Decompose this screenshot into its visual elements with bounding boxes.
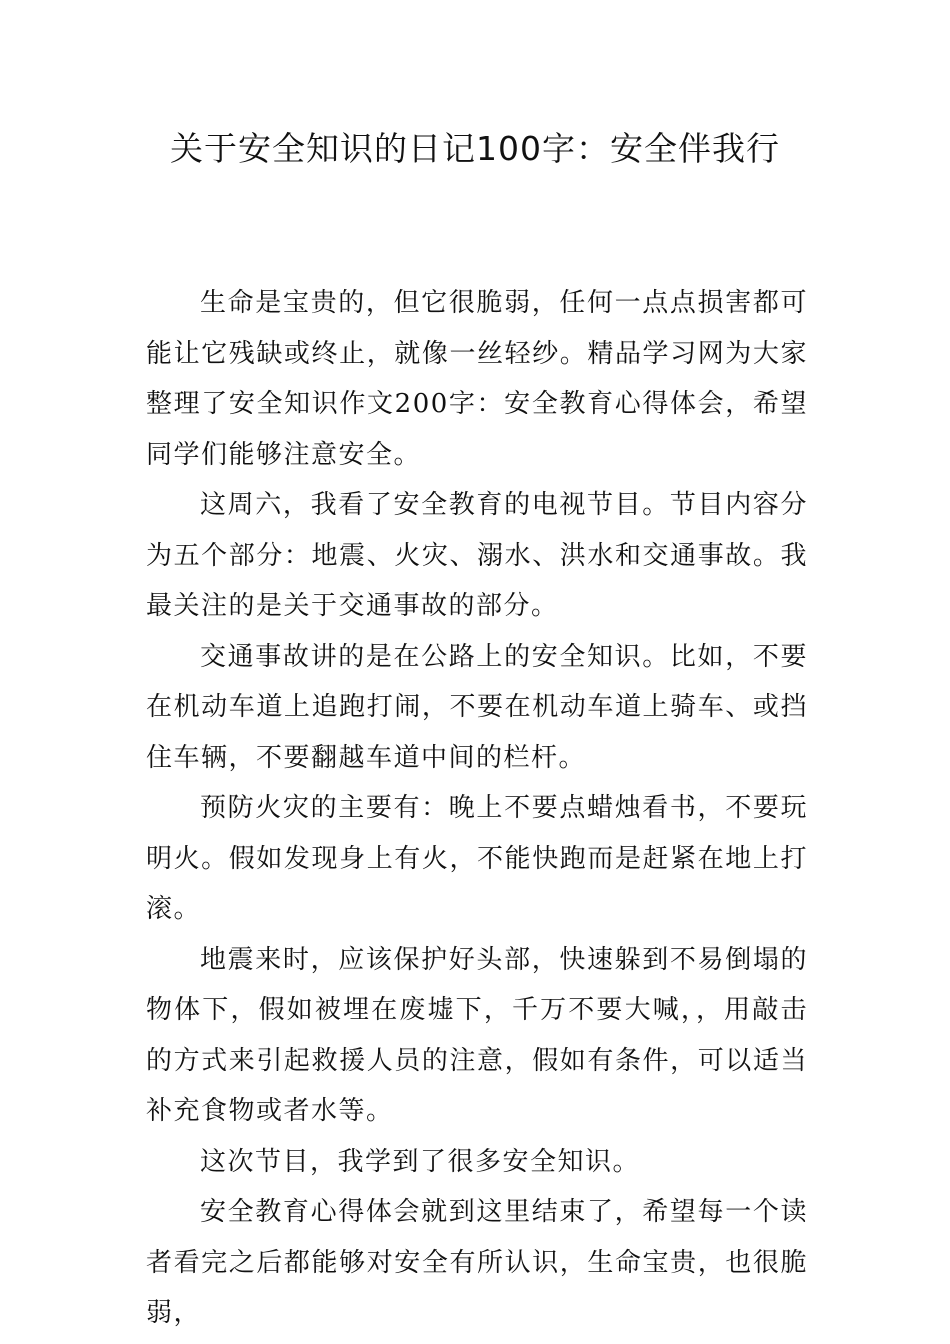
paragraph-5: 地震来时，应该保护好头部，快速躲到不易倒塌的物体下，假如被埋在废墟下，千万不要大喊，，用敲击的方式来引起救援人员的注意，假如有条件，可以适当补充食物或者水等。: [146, 944, 808, 1126]
document-title: 关于安全知识的日记100字：安全伴我行: [170, 129, 780, 168]
paragraph-1: 生命是宝贵的，但它很脆弱，任何一点点损害都可能让它残缺或终止，就像一丝轻纱。精品学习网为大家整理了安全知识作文200字：安全教育心得体会，希望同学们能够注意安全。: [146, 288, 808, 470]
paragraph-3: 交通事故讲的是在公路上的安全知识。比如，不要在机动车道上追跑打闹，不要在机动车道上骑车、或挡住车辆，不要翻越车道中间的栏杆。: [146, 641, 808, 773]
paragraph-4: 预防火灾的主要有：晚上不要点蜡烛看书，不要玩明火。假如发现身上有火，不能快跑而是赶紧在地上打滚。: [146, 793, 808, 924]
document-body: [146, 278, 808, 1339]
paragraph-6: 这次节目，我学到了很多安全知识。: [200, 1146, 641, 1177]
paragraph-7: 安全教育心得体会就到这里结束了，希望每一个读者看完之后都能够对安全有所认识，生命宝贵，也很脆弱，: [146, 1197, 808, 1328]
paragraph-2: 这周六，我看了安全教育的电视节目。节目内容分为五个部分：地震、火灾、溺水、洪水和交通事故。我最关注的是关于交通事故的部分。: [146, 490, 808, 621]
